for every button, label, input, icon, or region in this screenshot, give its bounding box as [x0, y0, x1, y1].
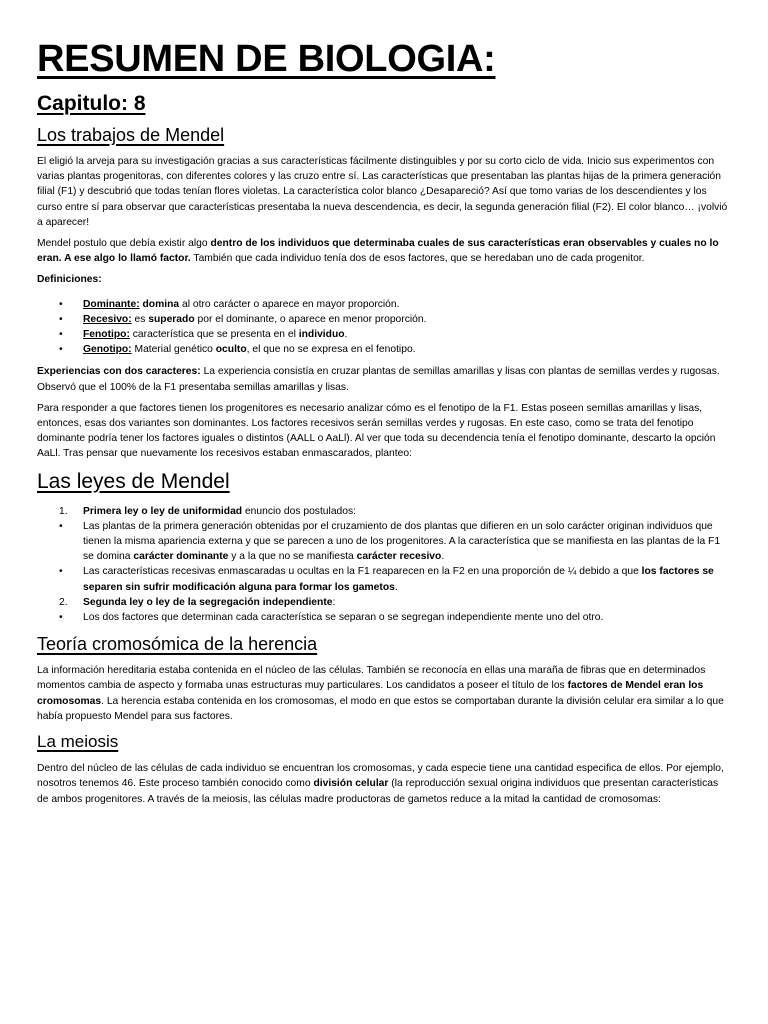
- paragraph: El eligió la arveja para su investigación gracias a sus características fácilmente distinguibles y por su corto ciclo de vida. Inicio sus experimentos con varias plantas progenitoras, con diferentes colores y las cruzo entre sí. Las características que presentaban las plantas hijas de la primera generación filial (F1) y descubrió que todas tenían flores violetas. La característica color blanco ¿Desapareció? Así que tomo varias de los descendientes y los curso entre sí para observar que características presentaba la nueva descendencia, es decir, la segunda generación filial (F2). El color blanco… ¡volvió a aparecer!: [37, 156, 728, 228]
- document-title: RESUMEN DE BIOLOGIA:: [37, 38, 496, 80]
- paragraph: Dentro del núcleo de las células de cada individuo se encuentran los cromosomas, y cada especie tiene una cantidad especifica de ellos. Por ejemplo, nosotros tenemos 46. Este proceso también conocido como división celular (la reproducción sexual origina individuos que presentan características de ambos progenitores. A través de la meiosis, las células madre productoras de gametos reduce a la mitad la cantidad de cromosomas:: [37, 763, 724, 805]
- section-heading-trabajos-mendel: Los trabajos de Mendel: [37, 125, 225, 145]
- paragraph: Experiencias con dos caracteres: La experiencia consistía en cruzar plantas de semillas amarillas y lisas con plantas de semillas verdes y rugosas. Observó que el 100% de la F1 presentaba semillas amarillas y lisas.: [37, 366, 720, 393]
- list-item: • Los dos factores que determinan cada característica se separan o se segregan independiente mente uno del otro.: [59, 612, 604, 624]
- list-item: • Genotipo: Material genético oculto, el que no se expresa en el fenotipo.: [37, 342, 731, 357]
- list-item: 2. Segunda ley o ley de la segregación independiente:: [59, 596, 336, 608]
- list-item: • Recesivo: es superado por el dominante, o aparece en menor proporción.: [37, 312, 731, 327]
- paragraph: Mendel postulo que debía existir algo dentro de los individuos que determinaba cuales de sus características eran observables y cuales no lo eran. A ese algo lo llamó factor. También que cada individuo tenía dos de esos factores, que se heredaban uno de cada progenitor.: [37, 238, 719, 265]
- paragraph: Para responder a que factores tienen los progenitores es necesario analizar cómo es el fenotipo de la F1. Estas poseen semillas amarillas y lisas, entonces, esas dos variantes son dominantes. Los factores recesivos serán semillas verdes y rugosas. En este caso, como se trata del fenotipo dominante podría tener los factores iguales o distintos (AALL o AaLl). Al ver que toda su decendencia tenía el fenotipo dominante, descarto la opción AaLl. Tras pensar que nuevamente los recesivos estaban enmascarados, planteo:: [37, 402, 716, 460]
- list-item: • Las plantas de la primera generación obtenidas por el cruzamiento de dos plantas que difieren en un solo carácter originan individuos que tienen la misma apariencia externa y que se parecen a uno de los progenitores. A la característica que se manifiesta en las plantas de la F1 se domina carácter dominante y a la que no se manifiesta carácter recesivo.: [59, 520, 721, 563]
- list-item: • Fenotipo: característica que se presenta en el individuo.: [37, 327, 731, 342]
- list-item: • Dominante: domina al otro carácter o aparece en mayor proporción.: [37, 297, 731, 312]
- definitions-label: Definiciones:: [37, 274, 102, 286]
- definitions-list: [37, 297, 731, 358]
- laws-list: [37, 504, 731, 626]
- chapter-heading: Capitulo: 8: [37, 92, 146, 115]
- section-heading-meiosis: La meiosis: [37, 732, 119, 752]
- list-item: • Las características recesivas enmascaradas u ocultas en la F1 reaparecen en la F2 en una proporción de ¼ debido a que los factores se separen sin sufrir modificación alguna para formar los gametos.: [59, 566, 714, 593]
- section-heading-teoria-cromosomica: Teoría cromosómica de la herencia: [37, 634, 318, 655]
- section-heading-leyes-mendel: Las leyes de Mendel: [37, 469, 230, 493]
- paragraph: La información hereditaria estaba contenida en el núcleo de las células. También se reconocía en ellas una maraña de fibras que en determinados momentos cambia de aspecto y formaba unas estructuras muy particulares. Los candidatos a poseer el título de los factores de Mendel eran los cromosomas. La herencia estaba contenida en los cromosomas, el modo en que estos se comportaban durante la división celular era similar a lo que había propuesto Mendel para sus factores.: [37, 665, 724, 722]
- list-item: 1. Primera ley o ley de uniformidad enuncio dos postulados:: [59, 505, 357, 517]
